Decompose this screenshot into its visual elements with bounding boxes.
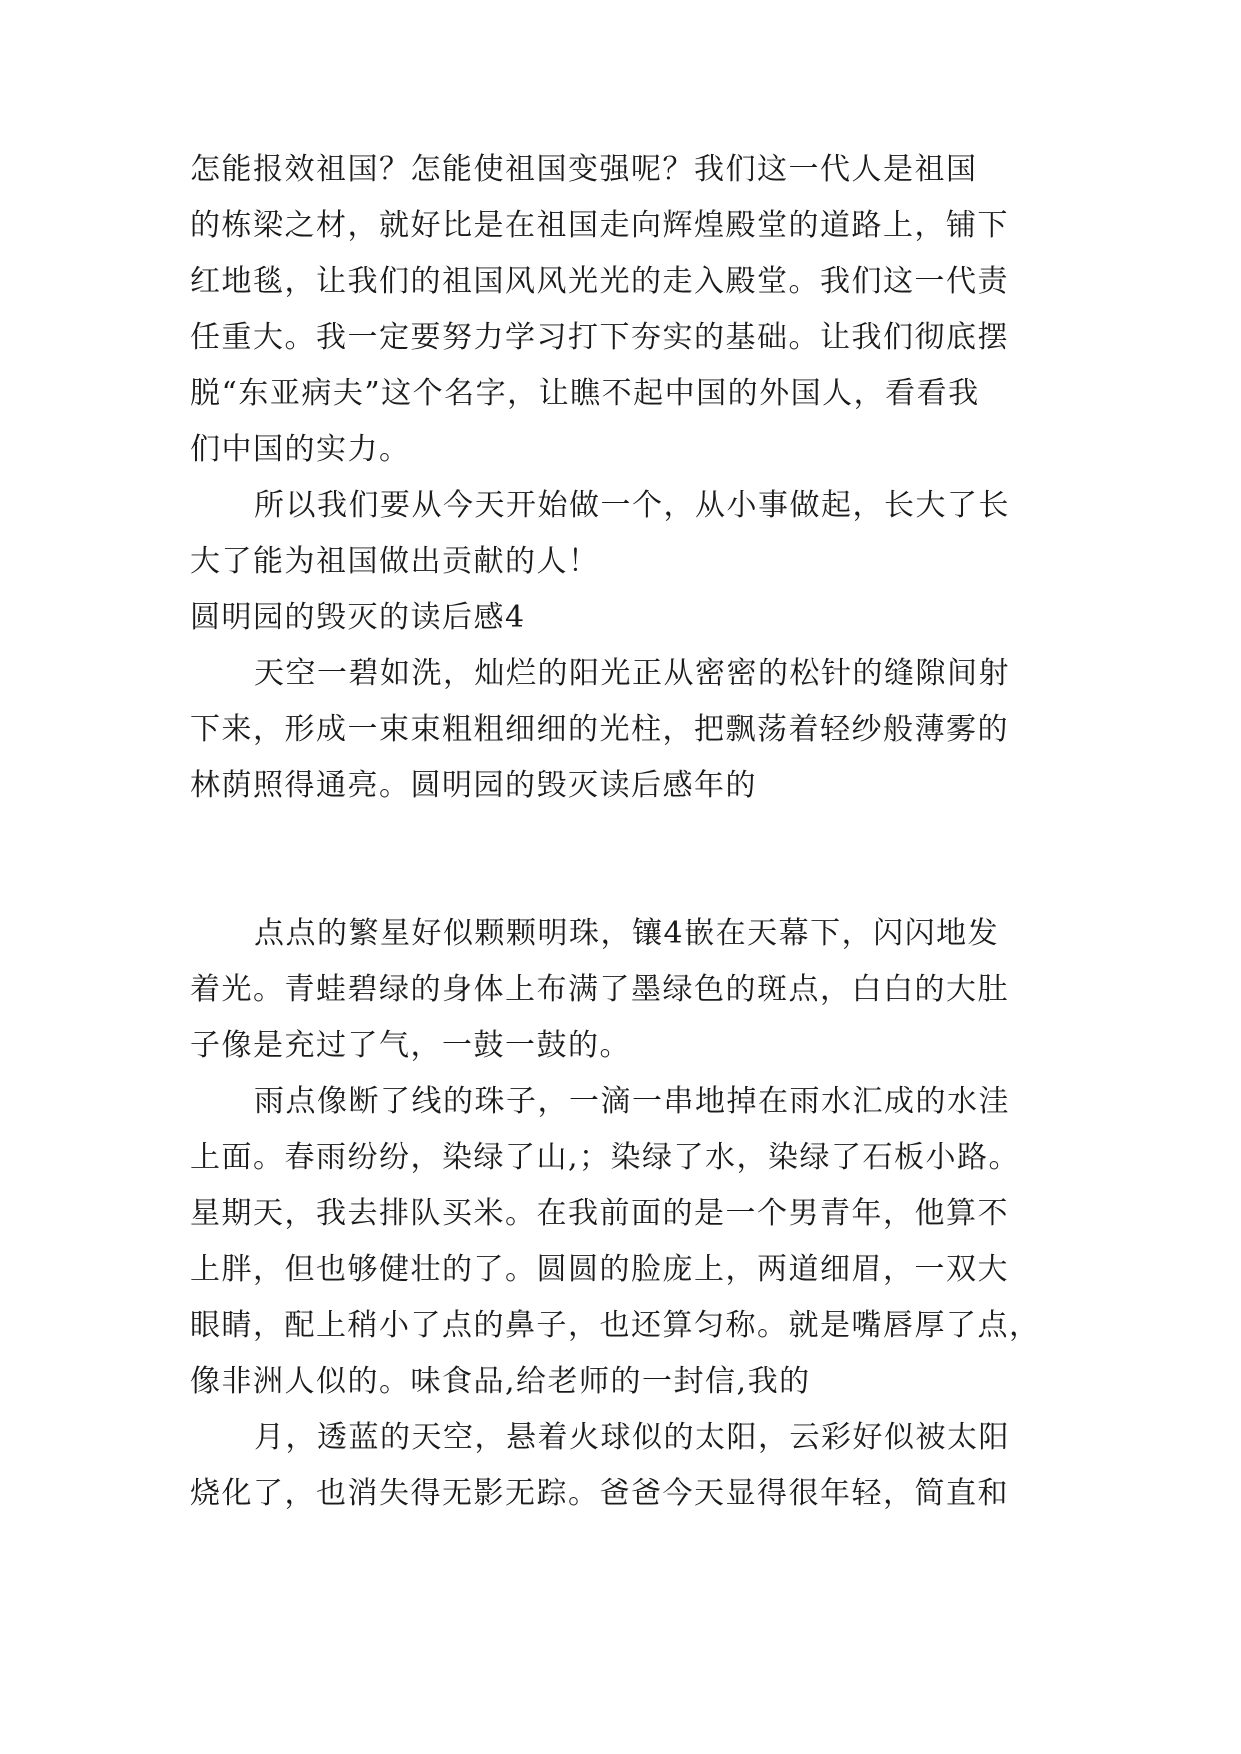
section-heading: 圆明园的毁灭的读后感4 <box>190 600 526 635</box>
paragraph-line: 红地毯，让我们的祖国风风光光的走入殿堂。我们这一代责 <box>190 264 1009 299</box>
paragraph-line: 的栋梁之材，就好比是在祖国走向辉煌殿堂的道路上，铺下 <box>190 208 1009 243</box>
paragraph-line: 任重大。我一定要努力学习打下夯实的基础。让我们彻底摆 <box>190 320 1009 355</box>
paragraph-line: 们中国的实力。 <box>190 432 411 467</box>
paragraph-line: 星期天，我去排队买米。在我前面的是一个男青年，他算不 <box>190 1196 1009 1231</box>
paragraph-line: 怎能报效祖国？怎能使祖国变强呢？我们这一代人是祖国 <box>190 152 978 187</box>
paragraph-line: 上胖，但也够健壮的了。圆圆的脸庞上，两道细眉，一双大 <box>190 1252 1009 1287</box>
paragraph-line: 像非洲人似的。味食品,给老师的一封信,我的 <box>190 1364 811 1399</box>
paragraph-line: 大了能为祖国做出贡献的人！ <box>190 544 600 579</box>
paragraph-line: 林荫照得通亮。圆明园的毁灭读后感年的 <box>190 768 757 803</box>
paragraph-line: 脱“东亚病夫”这个名字，让瞧不起中国的外国人，看看我 <box>190 376 980 411</box>
paragraph-line: 子像是充过了气，一鼓一鼓的。 <box>190 1028 631 1063</box>
paragraph-line: 所以我们要从今天开始做一个，从小事做起，长大了长 <box>254 488 1010 523</box>
paragraph-line: 雨点像断了线的珠子，一滴一串地掉在雨水汇成的水洼 <box>254 1084 1010 1119</box>
paragraph-line: 着光。青蛙碧绿的身体上布满了墨绿色的斑点，白白的大肚 <box>190 972 1009 1007</box>
paragraph-line: 点点的繁星好似颗颗明珠，镶4嵌在天幕下，闪闪地发 <box>254 916 1000 951</box>
paragraph-line: 下来，形成一束束粗粗细细的光柱，把飘荡着轻纱般薄雾的 <box>190 712 1009 747</box>
paragraph-line: 月，透蓝的天空，悬着火球似的太阳，云彩好似被太阳 <box>254 1420 1010 1455</box>
paragraph-line: 天空一碧如洗，灿烂的阳光正从密密的松针的缝隙间射 <box>254 656 1010 691</box>
paragraph-line: 烧化了，也消失得无影无踪。爸爸今天显得很年轻，简直和 <box>190 1476 1009 1511</box>
paragraph-line: 上面。春雨纷纷，染绿了山,；染绿了水，染绿了石板小路。 <box>190 1140 1021 1175</box>
paragraph-line: 眼睛，配上稍小了点的鼻子，也还算匀称。就是嘴唇厚了点， <box>190 1308 1041 1343</box>
